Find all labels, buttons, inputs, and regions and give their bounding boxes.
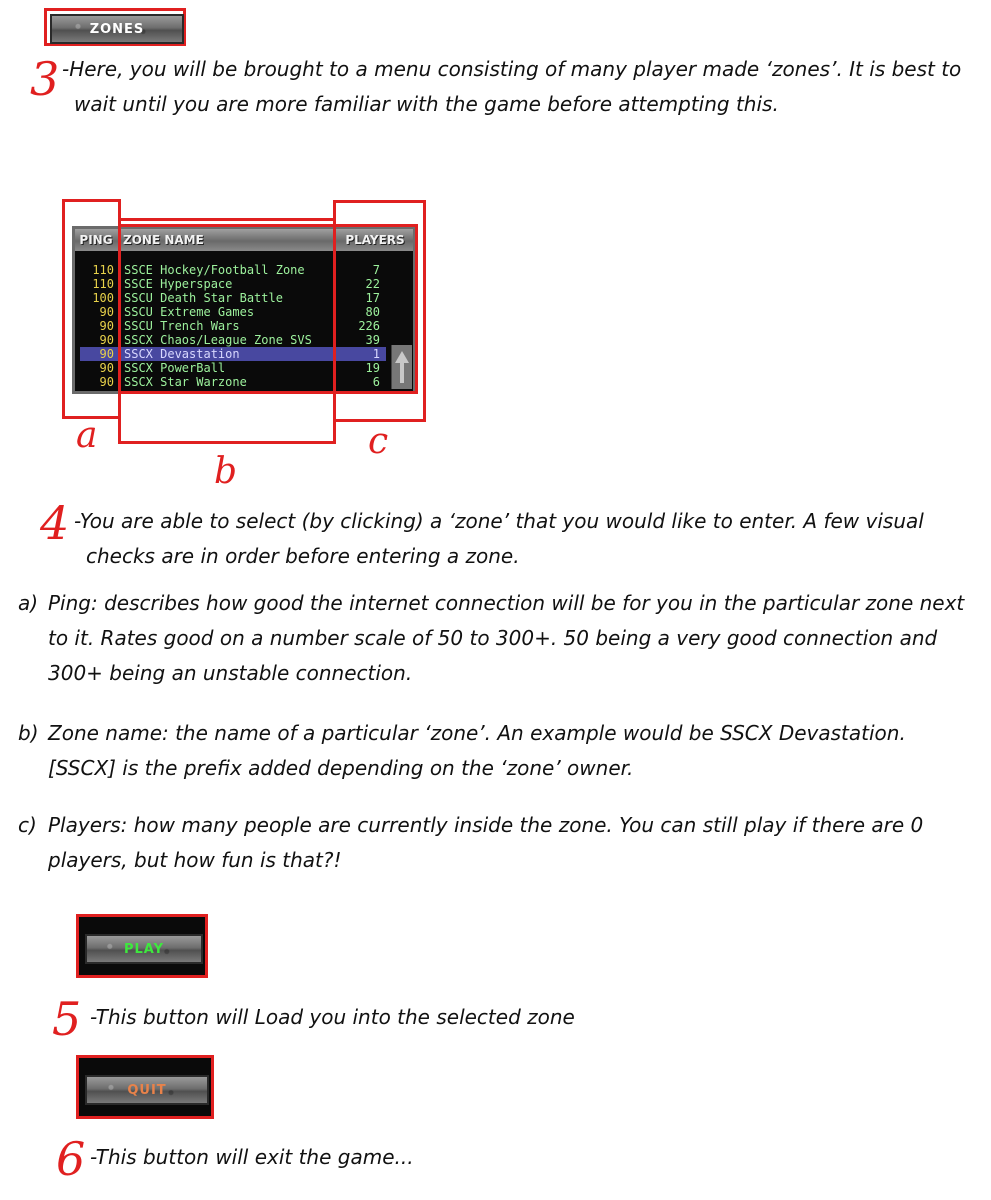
step6-number: 6 [56, 1132, 86, 1186]
play-button[interactable] [85, 934, 203, 964]
table-row[interactable]: 100 SSCU Death Star Battle 17 [92, 291, 380, 305]
table-row[interactable]: 90 SSCU Trench Wars 226 [99, 319, 380, 333]
table-row[interactable]: 90 SSCU Extreme Games 80 [99, 305, 380, 319]
note-c-marker: c) [18, 813, 37, 837]
quit-button-frame [76, 1055, 214, 1119]
note-a-marker: a) [18, 591, 39, 615]
note-a-line-3: 300+ being an unstable connection. [48, 661, 413, 685]
step6-text: -This button will exit the game... [90, 1145, 414, 1169]
callout-label-c: c [368, 421, 389, 462]
note-b-marker: b) [18, 721, 39, 745]
step4-line-1: -You are able to select (by clicking) a ‘zone’ that you would like to enter. A few visual [74, 509, 924, 533]
table-row-selected[interactable]: 90 SSCX Devastation 1 [80, 347, 386, 361]
step4-line-2: checks are in order before entering a zone. [86, 544, 520, 568]
play-button-label: PLAY [123, 941, 165, 957]
step5-number: 5 [52, 992, 82, 1046]
step3-line-1: -Here, you will be brought to a menu consisting of many player made ‘zones’. It is best to [62, 57, 962, 81]
note-a-line-2: to it. Rates good on a number scale of 50 to 300+. 50 being a very good connection and [48, 626, 938, 650]
step4-number: 4 [40, 496, 70, 550]
zones-button-frame [44, 8, 186, 46]
quit-button-label: QUIT [127, 1082, 167, 1098]
players-column-header[interactable]: PLAYERS [337, 229, 413, 251]
callout-frame-a [62, 199, 121, 419]
step3-number: 3 [30, 52, 60, 106]
note-a-line-1: Ping: describes how good the internet connection will be for you in the particular zone next [48, 591, 965, 615]
zones-button-label: ZONES [89, 21, 145, 37]
zones-button[interactable] [50, 14, 184, 44]
note-c-line-2: players, but how fun is that?! [48, 848, 342, 872]
step5-text: -This button will Load you into the selected zone [90, 1005, 575, 1029]
table-row[interactable]: 110 SSCE Hyperspace 22 [92, 277, 380, 291]
callout-frame-table [118, 224, 418, 394]
play-button-frame [76, 914, 208, 978]
zone-name-column-header[interactable]: ZONE NAME [117, 229, 337, 251]
note-b-line-1: Zone name: the name of a particular ‘zone’. An example would be SSCX Devastation. [48, 721, 906, 745]
quit-button[interactable] [85, 1075, 209, 1105]
note-c-line-1: Players: how many people are currently inside the zone. You can still play if there are 0 [48, 813, 924, 837]
table-row[interactable]: 90 SSCX Star Warzone 6 [99, 375, 380, 389]
table-row[interactable]: 90 SSCX Chaos/League Zone SVS 39 [99, 333, 380, 347]
note-b-line-2: [SSCX] is the prefix added depending on the ‘zone’ owner. [48, 756, 634, 780]
callout-label-a: a [76, 415, 98, 456]
callout-label-b: b [214, 451, 238, 492]
step3-line-2: wait until you are more familiar with the game before attempting this. [74, 92, 779, 116]
table-row[interactable]: 90 SSCX PowerBall 19 [99, 361, 380, 375]
table-row[interactable]: 110 SSCE Hockey/Football Zone 7 [92, 263, 380, 277]
ping-column-header[interactable]: PING [75, 229, 117, 251]
